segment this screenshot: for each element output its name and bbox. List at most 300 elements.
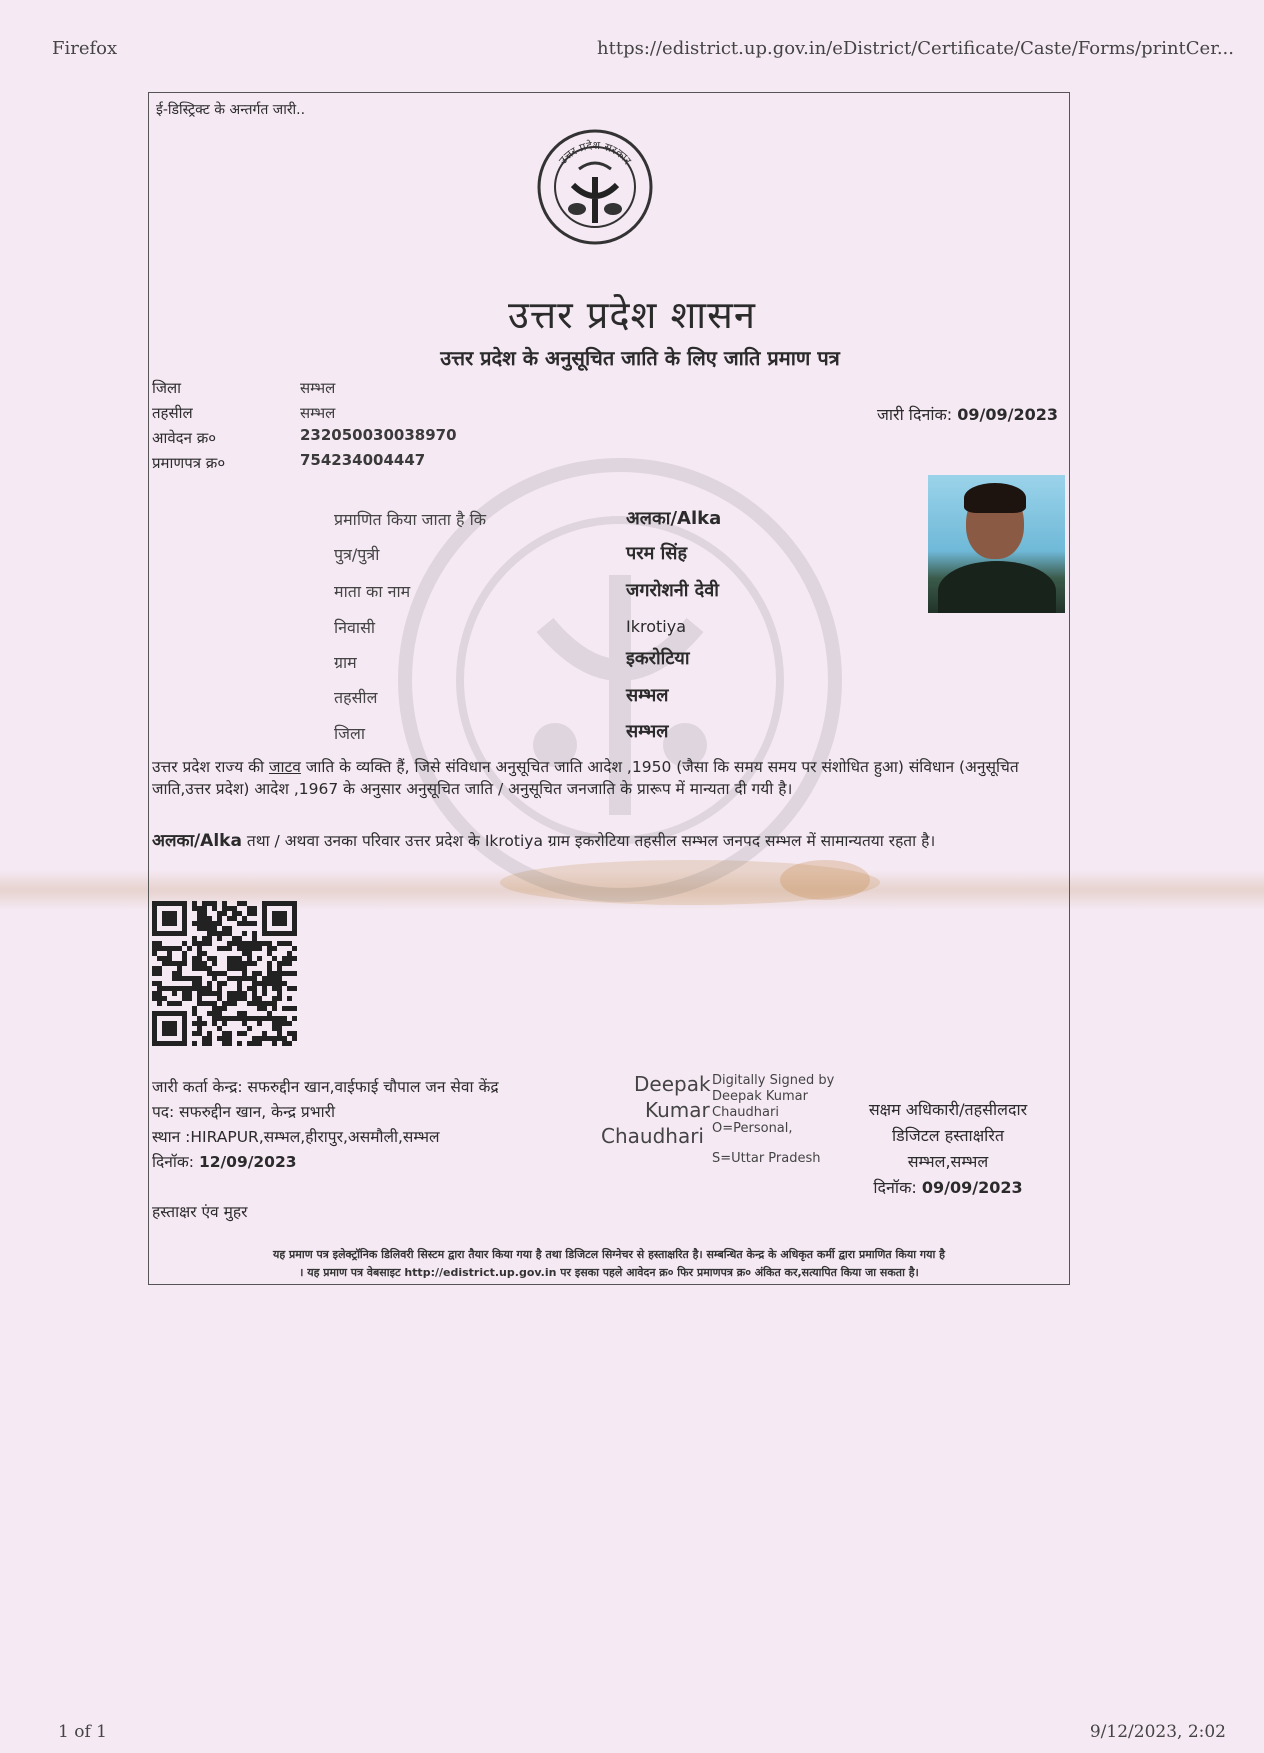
- qr-module: [197, 916, 202, 921]
- residence-statement-body: तथा / अथवा उनका परिवार उत्तर प्रदेश के Ikrotiya ग्राम इकरोटिया तहसील सम्भल जनपद सम्भल में सामान्यतया रहता है।: [241, 832, 936, 850]
- qr-module: [277, 981, 282, 986]
- officer-digitally-signed: डिजिटल हस्ताक्षरित: [892, 1126, 1004, 1145]
- qr-module: [202, 986, 207, 991]
- qr-module: [272, 1041, 277, 1046]
- qr-module: [207, 986, 212, 991]
- qr-module: [212, 901, 217, 906]
- qr-module: [182, 976, 187, 981]
- qr-module: [217, 1016, 222, 1021]
- qr-module: [207, 981, 212, 986]
- qr-module: [242, 996, 247, 1001]
- qr-module: [232, 996, 237, 1001]
- qr-module: [217, 916, 222, 921]
- qr-module: [202, 961, 207, 966]
- qr-module: [282, 981, 287, 986]
- mother-name: जगरोशनी देवी: [626, 580, 719, 601]
- qr-module: [152, 946, 157, 951]
- signature-line-5: S=Uttar Pradesh: [712, 1151, 821, 1166]
- qr-module: [167, 956, 172, 961]
- qr-module: [232, 966, 237, 971]
- emblem-text: उत्तर प्रदेश सरकार: [556, 138, 634, 167]
- qr-module: [252, 961, 257, 966]
- qr-module: [152, 971, 157, 976]
- qr-module: [232, 906, 237, 911]
- qr-module: [217, 921, 222, 926]
- qr-module: [242, 921, 247, 926]
- verification-note-line-1: यह प्रमाण पत्र इलेक्ट्रॉनिक डिलिवरी सिस्टम द्वारा तैयार किया गया है तथा डिजिटल सिग्नेचर से हस्ताक्षरित है। सम्बन्धित केन्द्र के अधिकृत कर्मी द्वारा प्रमाणित किया गया है: [273, 1248, 945, 1261]
- qr-module: [222, 1001, 227, 1006]
- field-district-value: सम्भल: [626, 721, 669, 742]
- qr-module: [222, 1041, 227, 1046]
- qr-module: [247, 961, 252, 966]
- qr-module: [237, 941, 242, 946]
- qr-module: [177, 961, 182, 966]
- qr-module: [187, 996, 192, 1001]
- qr-module: [287, 961, 292, 966]
- qr-module: [277, 1026, 282, 1031]
- print-timestamp: 9/12/2023, 2:02: [1089, 1722, 1226, 1742]
- qr-module: [182, 956, 187, 961]
- district-label: जिला: [152, 379, 182, 397]
- qr-module: [182, 941, 187, 946]
- qr-module: [257, 1006, 262, 1011]
- qr-finder-pattern: [162, 911, 177, 926]
- issue-date-value: 09/09/2023: [957, 405, 1058, 424]
- qr-module: [207, 901, 212, 906]
- qr-module: [192, 901, 197, 906]
- qr-module: [192, 1021, 197, 1026]
- qr-module: [197, 1001, 202, 1006]
- issue-date: [877, 403, 1058, 425]
- qr-module: [207, 926, 212, 931]
- qr-module: [197, 966, 202, 971]
- certified-that-label: प्रमाणित किया जाता है कि: [334, 510, 487, 529]
- qr-module: [212, 931, 217, 936]
- qr-module: [252, 976, 257, 981]
- qr-module: [157, 986, 162, 991]
- qr-module: [172, 986, 177, 991]
- qr-module: [247, 976, 252, 981]
- qr-module: [212, 1006, 217, 1011]
- qr-module: [282, 1006, 287, 1011]
- qr-module: [227, 956, 232, 961]
- qr-module: [157, 996, 162, 1001]
- qr-module: [232, 941, 237, 946]
- qr-module: [277, 986, 282, 991]
- qr-module: [207, 1036, 212, 1041]
- state-emblem-icon: [535, 127, 655, 247]
- qr-module: [222, 1016, 227, 1021]
- qr-module: [287, 941, 292, 946]
- qr-module: [252, 936, 257, 941]
- qr-module: [207, 921, 212, 926]
- qr-module: [187, 986, 192, 991]
- qr-module: [172, 1001, 177, 1006]
- qr-module: [202, 921, 207, 926]
- qr-module: [272, 1006, 277, 1011]
- qr-module: [267, 976, 272, 981]
- qr-module: [222, 981, 227, 986]
- qr-module: [292, 1036, 297, 1041]
- qr-module: [247, 1016, 252, 1021]
- government-title: उत्तर प्रदेश शासन: [508, 293, 756, 337]
- qr-module: [237, 996, 242, 1001]
- qr-module: [247, 951, 252, 956]
- qr-module: [277, 991, 282, 996]
- qr-module: [282, 961, 287, 966]
- photo-body: [938, 561, 1056, 613]
- qr-module: [242, 971, 247, 976]
- qr-module: [267, 1016, 272, 1021]
- qr-module: [192, 981, 197, 986]
- qr-module: [202, 901, 207, 906]
- qr-module: [227, 976, 232, 981]
- qr-module: [217, 971, 222, 976]
- qr-module: [242, 951, 247, 956]
- village-value: इकरोटिया: [626, 648, 690, 669]
- issuer-place: स्थान :HIRAPUR,सम्भल,हीरापुर,असमौली,सम्भल: [152, 1128, 440, 1146]
- qr-module: [227, 1041, 232, 1046]
- qr-module: [237, 991, 242, 996]
- qr-module: [207, 956, 212, 961]
- qr-module: [292, 1006, 297, 1011]
- application-number: 232050030038970: [300, 426, 457, 444]
- qr-module: [247, 986, 252, 991]
- qr-module: [172, 961, 177, 966]
- qr-module: [262, 976, 267, 981]
- qr-module: [277, 1016, 282, 1021]
- issue-date-label: जारी दिनांक:: [877, 405, 953, 424]
- qr-module: [247, 1001, 252, 1006]
- qr-module: [282, 941, 287, 946]
- qr-module: [237, 1011, 242, 1016]
- qr-module: [277, 966, 282, 971]
- qr-module: [212, 921, 217, 926]
- qr-module: [162, 961, 167, 966]
- qr-module: [222, 906, 227, 911]
- qr-module: [197, 911, 202, 916]
- qr-module: [212, 926, 217, 931]
- qr-finder-pattern: [162, 1021, 177, 1036]
- qr-module: [202, 911, 207, 916]
- qr-module: [217, 946, 222, 951]
- qr-module: [157, 956, 162, 961]
- qr-module: [287, 986, 292, 991]
- qr-module: [222, 1036, 227, 1041]
- qr-module: [227, 916, 232, 921]
- qr-module: [192, 956, 197, 961]
- mother-name-label: माता का नाम: [334, 582, 411, 601]
- qr-module: [282, 1036, 287, 1041]
- qr-module: [182, 986, 187, 991]
- residence-applicant-name: अलका/Alka: [152, 831, 242, 851]
- qr-module: [192, 921, 197, 926]
- resident-label: निवासी: [334, 618, 376, 637]
- qr-module: [207, 971, 212, 976]
- qr-module: [192, 976, 197, 981]
- qr-module: [272, 981, 277, 986]
- issued-under-text: ई-डिस्ट्रिक्ट के अन्तर्गत जारी..: [156, 102, 306, 118]
- qr-module: [262, 941, 267, 946]
- qr-module: [187, 946, 192, 951]
- officer-date-value: 09/09/2023: [921, 1178, 1023, 1197]
- qr-module: [202, 916, 207, 921]
- qr-module: [267, 971, 272, 976]
- qr-module: [217, 936, 222, 941]
- qr-module: [212, 1001, 217, 1006]
- qr-module: [192, 966, 197, 971]
- qr-module: [252, 941, 257, 946]
- qr-finder-pattern: [272, 911, 287, 926]
- page-url: https://edistrict.up.gov.in/eDistrict/Certificate/Caste/Forms/printCer...: [597, 38, 1234, 59]
- qr-module: [272, 1021, 277, 1026]
- issuer-date-label: दिनॉक:: [152, 1153, 194, 1171]
- qr-module: [252, 1016, 257, 1021]
- qr-module: [292, 1031, 297, 1036]
- qr-module: [232, 961, 237, 966]
- qr-module: [202, 941, 207, 946]
- qr-module: [277, 1036, 282, 1041]
- qr-module: [237, 956, 242, 961]
- qr-module: [222, 926, 227, 931]
- qr-module: [207, 1031, 212, 1036]
- qr-module: [257, 1021, 262, 1026]
- qr-module: [197, 981, 202, 986]
- qr-module: [237, 946, 242, 951]
- qr-module: [287, 951, 292, 956]
- father-name: परम सिंह: [626, 543, 688, 564]
- qr-module: [287, 1041, 292, 1046]
- qr-module: [217, 1036, 222, 1041]
- qr-module: [237, 921, 242, 926]
- qr-module: [267, 981, 272, 986]
- qr-module: [237, 1041, 242, 1046]
- qr-module: [152, 981, 157, 986]
- qr-module: [232, 1001, 237, 1006]
- qr-module: [222, 1021, 227, 1026]
- qr-module: [217, 931, 222, 936]
- qr-module: [197, 926, 202, 931]
- qr-module: [242, 1011, 247, 1016]
- qr-module: [247, 911, 252, 916]
- verification-note: [150, 1246, 1068, 1282]
- qr-module: [282, 956, 287, 961]
- qr-module: [222, 931, 227, 936]
- tehsil-value: सम्भल: [300, 404, 336, 422]
- qr-module: [227, 1001, 232, 1006]
- qr-module: [242, 961, 247, 966]
- qr-module: [272, 996, 277, 1001]
- qr-module: [237, 966, 242, 971]
- qr-module: [197, 991, 202, 996]
- signer-name-first: Deepak: [634, 1072, 711, 1096]
- qr-module: [267, 1001, 272, 1006]
- signature-line-3: Chaudhari: [712, 1105, 779, 1120]
- qr-module: [182, 991, 187, 996]
- field-district-label: जिला: [334, 724, 366, 743]
- qr-module: [277, 976, 282, 981]
- field-tehsil-value: सम्भल: [626, 685, 669, 706]
- qr-module: [192, 941, 197, 946]
- qr-module: [252, 986, 257, 991]
- qr-module: [197, 1026, 202, 1031]
- qr-module: [277, 961, 282, 966]
- qr-module: [227, 991, 232, 996]
- qr-module: [277, 941, 282, 946]
- qr-module: [287, 1021, 292, 1026]
- qr-module: [242, 966, 247, 971]
- qr-module: [247, 906, 252, 911]
- qr-module: [257, 1001, 262, 1006]
- qr-module: [202, 926, 207, 931]
- qr-module: [162, 946, 167, 951]
- qr-module: [157, 1001, 162, 1006]
- qr-module: [217, 1011, 222, 1016]
- qr-module: [172, 946, 177, 951]
- qr-module: [212, 956, 217, 961]
- caste-statement-body: जाति के व्यक्ति हैं, जिसे संविधान अनुसूचित जाति आदेश ,1950 (जैसा कि समय समय पर संशोधित हुआ) संविधान (अनुसूचित जाति,उत्तर प्रदेश) आदेश ,1967 के अनुसार अनुसूचित जाति / अनुसूचित जनजाति के प्रारूप में मान्यता दी गयी है।: [152, 758, 1019, 798]
- qr-module: [167, 986, 172, 991]
- qr-module: [252, 1036, 257, 1041]
- qr-module: [272, 976, 277, 981]
- qr-module: [197, 976, 202, 981]
- qr-module: [202, 936, 207, 941]
- qr-module: [202, 991, 207, 996]
- qr-module: [252, 1041, 257, 1046]
- qr-module: [287, 1006, 292, 1011]
- qr-module: [192, 1031, 197, 1036]
- qr-module: [257, 981, 262, 986]
- tehsil-label: तहसील: [152, 404, 193, 422]
- qr-module: [222, 1031, 227, 1036]
- qr-module: [172, 976, 177, 981]
- qr-module: [262, 1001, 267, 1006]
- qr-module: [157, 966, 162, 971]
- qr-module: [162, 996, 167, 1001]
- qr-module: [202, 906, 207, 911]
- qr-module: [212, 1016, 217, 1021]
- signature-and-seal-label: हस्ताक्षर एंव मुहर: [152, 1203, 248, 1221]
- qr-module: [232, 991, 237, 996]
- officer-title: सक्षम अधिकारी/तहसीलदार: [868, 1100, 1028, 1119]
- qr-module: [202, 951, 207, 956]
- certificate-number-label: प्रमाणपत्र क्र०: [152, 454, 226, 472]
- qr-module: [152, 996, 157, 1001]
- qr-module: [272, 986, 277, 991]
- qr-module: [197, 996, 202, 1001]
- qr-module: [202, 1036, 207, 1041]
- qr-module: [272, 1036, 277, 1041]
- qr-module: [257, 1041, 262, 1046]
- qr-module: [242, 991, 247, 996]
- caste-name: जाटव: [268, 758, 301, 776]
- qr-module: [242, 1021, 247, 1026]
- qr-module: [197, 906, 202, 911]
- qr-module: [242, 901, 247, 906]
- issuer-date: [152, 1150, 297, 1172]
- qr-module: [152, 941, 157, 946]
- qr-module: [212, 1011, 217, 1016]
- qr-module: [227, 966, 232, 971]
- qr-module: [217, 911, 222, 916]
- qr-module: [197, 1031, 202, 1036]
- qr-module: [207, 991, 212, 996]
- qr-module: [247, 921, 252, 926]
- qr-module: [202, 966, 207, 971]
- qr-module: [182, 996, 187, 1001]
- qr-module: [157, 946, 162, 951]
- qr-module: [272, 1026, 277, 1031]
- qr-module: [177, 966, 182, 971]
- qr-module: [257, 946, 262, 951]
- qr-module: [157, 981, 162, 986]
- qr-module: [257, 941, 262, 946]
- qr-module: [242, 946, 247, 951]
- qr-module: [192, 936, 197, 941]
- qr-module: [222, 971, 227, 976]
- caste-statement-intro: उत्तर प्रदेश राज्य की: [152, 758, 269, 776]
- qr-module: [257, 971, 262, 976]
- qr-module: [257, 1016, 262, 1021]
- qr-module: [207, 966, 212, 971]
- qr-module: [277, 1031, 282, 1036]
- qr-module: [237, 1016, 242, 1021]
- qr-module: [282, 971, 287, 976]
- qr-module: [217, 986, 222, 991]
- qr-module: [157, 971, 162, 976]
- qr-module: [287, 996, 292, 1001]
- qr-module: [247, 941, 252, 946]
- village-label: ग्राम: [334, 653, 357, 672]
- qr-module: [277, 1021, 282, 1026]
- qr-module: [212, 906, 217, 911]
- qr-module: [227, 1031, 232, 1036]
- qr-module: [172, 991, 177, 996]
- qr-module: [247, 1026, 252, 1031]
- qr-module: [217, 1006, 222, 1011]
- qr-module: [232, 1016, 237, 1021]
- qr-module: [232, 976, 237, 981]
- qr-module: [267, 961, 272, 966]
- qr-module: [292, 956, 297, 961]
- residence-statement: [152, 830, 1064, 852]
- qr-module: [202, 1001, 207, 1006]
- qr-module: [237, 976, 242, 981]
- qr-module: [237, 961, 242, 966]
- signature-line-4: O=Personal,: [712, 1121, 793, 1136]
- qr-module: [197, 961, 202, 966]
- qr-module: [272, 956, 277, 961]
- qr-module: [252, 971, 257, 976]
- qr-module: [247, 946, 252, 951]
- page-count: 1 of 1: [58, 1722, 107, 1742]
- qr-module: [267, 1011, 272, 1016]
- qr-module: [222, 1006, 227, 1011]
- qr-module: [217, 1026, 222, 1031]
- qr-module: [277, 996, 282, 1001]
- qr-module: [267, 1036, 272, 1041]
- qr-module: [237, 911, 242, 916]
- signature-line-2: Deepak Kumar: [712, 1089, 808, 1104]
- qr-module: [287, 956, 292, 961]
- qr-module: [227, 946, 232, 951]
- issuer-post: पद: सफरुद्दीन खान, केन्द्र प्रभारी: [152, 1103, 336, 1121]
- qr-module: [257, 996, 262, 1001]
- qr-module: [267, 946, 272, 951]
- verification-note-line-2: । यह प्रमाण पत्र वेबसाइट http://edistrict.up.gov.in पर इसका पहले आवेदन क्र० फिर प्रमाणपत्र क्र० अंकित कर,सत्यापित किया जा सकता है।: [299, 1266, 919, 1279]
- qr-module: [252, 931, 257, 936]
- qr-module: [242, 976, 247, 981]
